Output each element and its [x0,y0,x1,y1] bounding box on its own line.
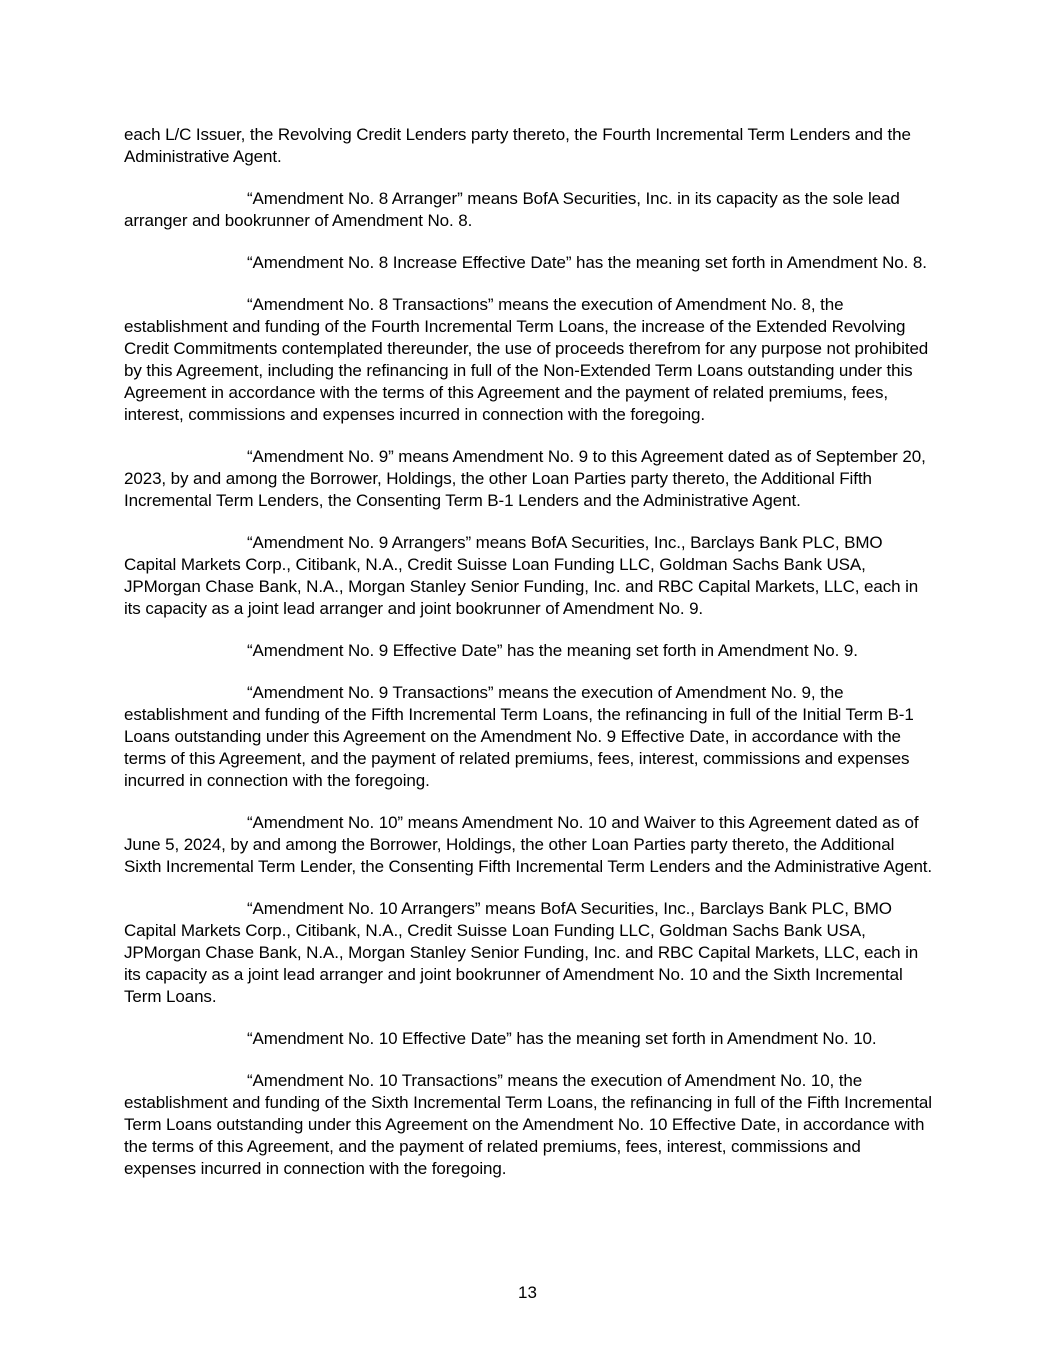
defined-term: “Amendment No. 9 Effective Date” [247,641,503,660]
definition-amendment-9 [124,446,934,512]
definition-text: has the meaning set forth in Amendment No. 9. [502,641,858,660]
definition-text: means BofA Securities, Inc. in its capacity as the sole lead arranger and bookrunner of Amendment No. 8. [124,189,900,230]
page-number: 13 [518,1283,537,1302]
defined-term: “Amendment No. 8 Transactions” [247,295,494,314]
defined-term: “Amendment No. 10 Arrangers” [247,899,481,918]
paragraph-continuation [124,124,934,168]
definition-amendment-10-transactions [124,1070,934,1180]
definition-amendment-10-arrangers [124,898,934,1008]
definition-amendment-8-increase-effective-date [124,252,934,274]
definition-amendment-9-transactions [124,682,934,792]
definition-text: means the execution of Amendment No. 9, the establishment and funding of the Fifth Incremental Term Loans, the refinancing in full of the Initial Term B-1 Loans outstanding under this Agreement on the Amendment No. 9 Effective Date, in accordance with the terms of this Agreement, and the payment of related premiums, fees, interest, commissions and expenses incurred in connection with the foregoing. [124,683,914,790]
definition-text: has the meaning set forth in Amendment No. 8. [571,253,927,272]
defined-term: “Amendment No. 8 Increase Effective Date” [247,253,572,272]
definition-text: means BofA Securities, Inc., Barclays Bank PLC, BMO Capital Markets Corp., Citibank, N.A., Credit Suisse Loan Funding LLC, Goldman Sachs Bank USA, JPMorgan Chase Bank, N.A., Morgan Stanley Senior Funding, Inc. and RBC Capital Markets, LLC, each in its capacity as a joint lead arranger and joint bookrunner of Amendment No. 9. [124,533,919,618]
paragraph-text: each L/C Issuer, the Revolving Credit Lenders party thereto, the Fourth Incremental Term Lenders and the Administrative Agent. [124,125,911,166]
definition-text: means BofA Securities, Inc., Barclays Bank PLC, BMO Capital Markets Corp., Citibank, N.A., Credit Suisse Loan Funding LLC, Goldman Sachs Bank USA, JPMorgan Chase Bank, N.A., Morgan Stanley Senior Funding, Inc. and RBC Capital Markets, LLC, each in its capacity as a joint lead arranger and joint bookrunner of Amendment No. 10 and the Sixth Incremental Term Loans. [124,899,919,1006]
definition-text: means the execution of Amendment No. 10, the establishment and funding of the Sixth Incremental Term Loans, the refinancing in full of the Fifth Incremental Term Loans outstanding under this Agreement on the Amendment No. 10 Effective Date, in accordance with the terms of this Agreement, and the payment of related premiums, fees, interest, commissions and expenses incurred in connection with the foregoing. [124,1071,932,1178]
defined-term: “Amendment No. 9 Transactions” [247,683,494,702]
defined-term: “Amendment No. 10” [247,813,403,832]
definition-amendment-8-transactions [124,294,934,426]
definition-amendment-10 [124,812,934,878]
defined-term: “Amendment No. 9 Arrangers” [247,533,472,552]
definition-text: means Amendment No. 10 and Waiver to this Agreement dated as of June 5, 2024, by and among the Borrower, Holdings, the other Loan Parties party thereto, the Additional Sixth Incremental Term Lender, the Consenting Fifth Incremental Term Lenders and the Administrative Agent. [124,813,933,876]
definition-amendment-10-effective-date [124,1028,934,1050]
definition-text: means the execution of Amendment No. 8, the establishment and funding of the Fourth Incremental Term Loans, the increase of the Extended Revolving Credit Commitments contemplated thereunder, the use of proceeds therefrom for any purpose not prohibited by this Agreement, including the refinancing in full of the Non-Extended Term Loans outstanding under this Agreement in accordance with the terms of this Agreement and the payment of related premiums, fees, interest, commissions and expenses incurred in connection with the foregoing. [124,295,929,424]
definition-amendment-9-arrangers [124,532,934,620]
defined-term: “Amendment No. 10 Effective Date” [247,1029,512,1048]
definition-amendment-9-effective-date [124,640,934,662]
definition-text: means Amendment No. 9 to this Agreement dated as of September 20, 2023, by and among the Borrower, Holdings, the other Loan Parties party thereto, the Additional Fifth Incremental Term Lenders, the Consenting Term B-1 Lenders and the Administrative Agent. [124,447,926,510]
defined-term: “Amendment No. 10 Transactions” [247,1071,503,1090]
defined-term: “Amendment No. 8 Arranger” [247,189,463,208]
document-body [124,124,934,1200]
definition-text: has the meaning set forth in Amendment No. 10. [511,1029,877,1048]
defined-term: “Amendment No. 9” [247,447,394,466]
definition-amendment-8-arranger [124,188,934,232]
